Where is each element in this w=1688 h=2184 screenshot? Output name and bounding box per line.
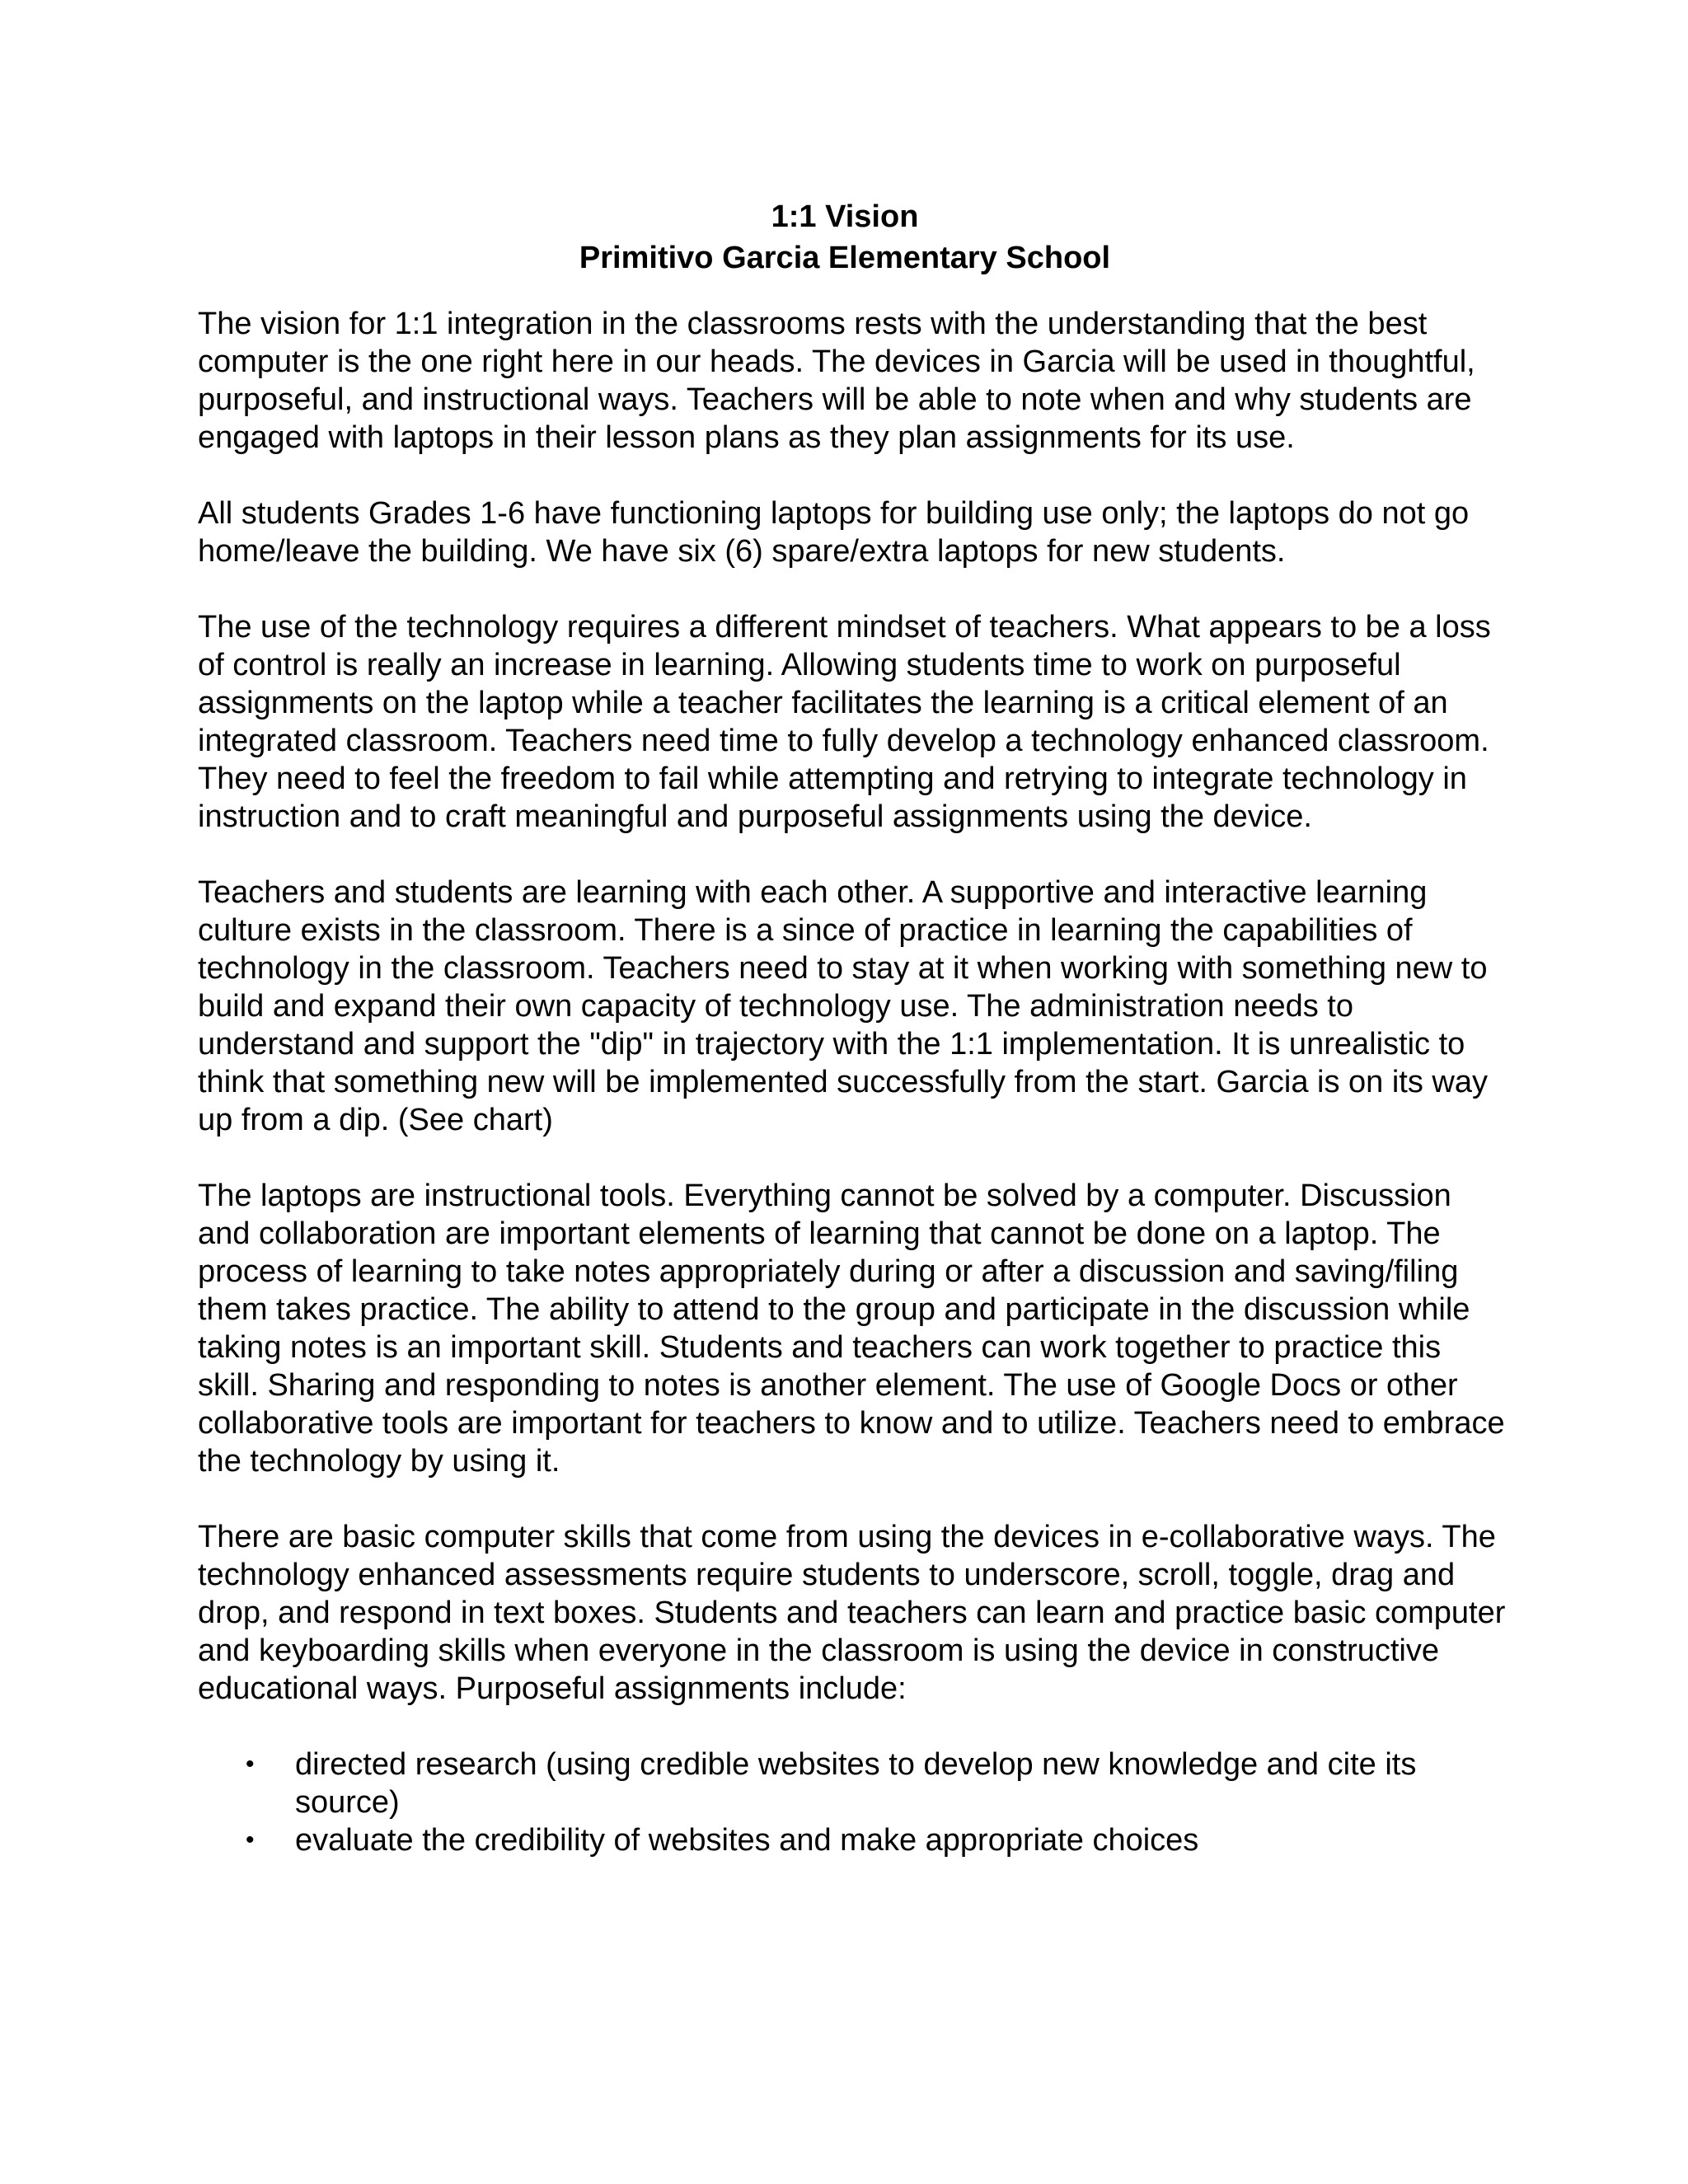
paragraph-mindset: The use of the technology requires a different mindset of teachers. What appears to be a loss of control is really an increase in learning. Allowing students time to work on purposeful assignments on the laptop while a teacher facilitates the learning is a critical element of an integrated classroom. Teachers need time to fully develop a technology enhanced classroom. They need to feel the freedom to fail while attempting and retrying to integrate technology in instruction and to craft meaningful and purposeful assignments using the device.: [198, 610, 1491, 834]
paragraph-vision: The vision for 1:1 integration in the classrooms rests with the understanding that the best computer is the one right here in our heads. The devices in Garcia will be used in thoughtful, purposeful, and instructional ways. Teachers will be able to note when and why students are engaged with laptops in their lesson plans as they plan assignments for its use.: [198, 307, 1475, 455]
list-item: [198, 1821, 1508, 1859]
list-item: [198, 1746, 1508, 1821]
paragraph-laptops: All students Grades 1-6 have functioning laptops for building use only; the laptops do not go home/leave the building. We have six (6) spare/extra laptops for new students.: [198, 496, 1470, 569]
list-item-text: directed research (using credible websites to develop new knowledge and cite its source): [295, 1747, 1417, 1820]
list-item-text: evaluate the credibility of websites and make appropriate choices: [295, 1823, 1199, 1858]
bullet-icon: •: [246, 1750, 255, 1778]
paragraph-learning-culture: Teachers and students are learning with each other. A supportive and interactive learning culture exists in the classroom. There is a since of practice in learning the capabilities of technology in the classroom. Teachers need to stay at it when working with something new to build and expand their own capacity of technology use. The administration needs to understand and support the "dip" in trajectory with the 1:1 implementation. It is unrealistic to think that something new will be implemented successfully from the start. Garcia is on its way up from a dip. (See chart): [198, 875, 1488, 1137]
paragraph-computer-skills: There are basic computer skills that come from using the devices in e-collaborative ways. The technology enhanced assessments require students to underscore, scroll, toggle, drag and drop, and respond in text boxes. Students and teachers can learn and practice basic computer and keyboarding skills when everyone in the classroom is using the device in constructive educational ways. Purposeful assignments include:: [198, 1520, 1506, 1706]
bullet-icon: •: [246, 1826, 255, 1854]
document-header: [198, 196, 1492, 279]
paragraph-instructional-tools: The laptops are instructional tools. Everything cannot be solved by a computer. Discussion and collaboration are important elements of learning that cannot be done on a laptop. The process of learning to take notes appropriately during or after a discussion and saving/filing them takes practice. The ability to attend to the group and participate in the discussion while taking notes is an important skill. Students and teachers can work together to practice this skill. Sharing and responding to notes is another element. The use of Google Docs or other collaborative tools are important for teachers to know and to utilize. Teachers need to embrace the technology by using it.: [198, 1179, 1505, 1479]
document-title: 1:1 Vision: [771, 199, 919, 234]
document-body: [198, 305, 1508, 1859]
document-subtitle: Primitivo Garcia Elementary School: [579, 241, 1111, 275]
assignments-list: [198, 1746, 1508, 1859]
